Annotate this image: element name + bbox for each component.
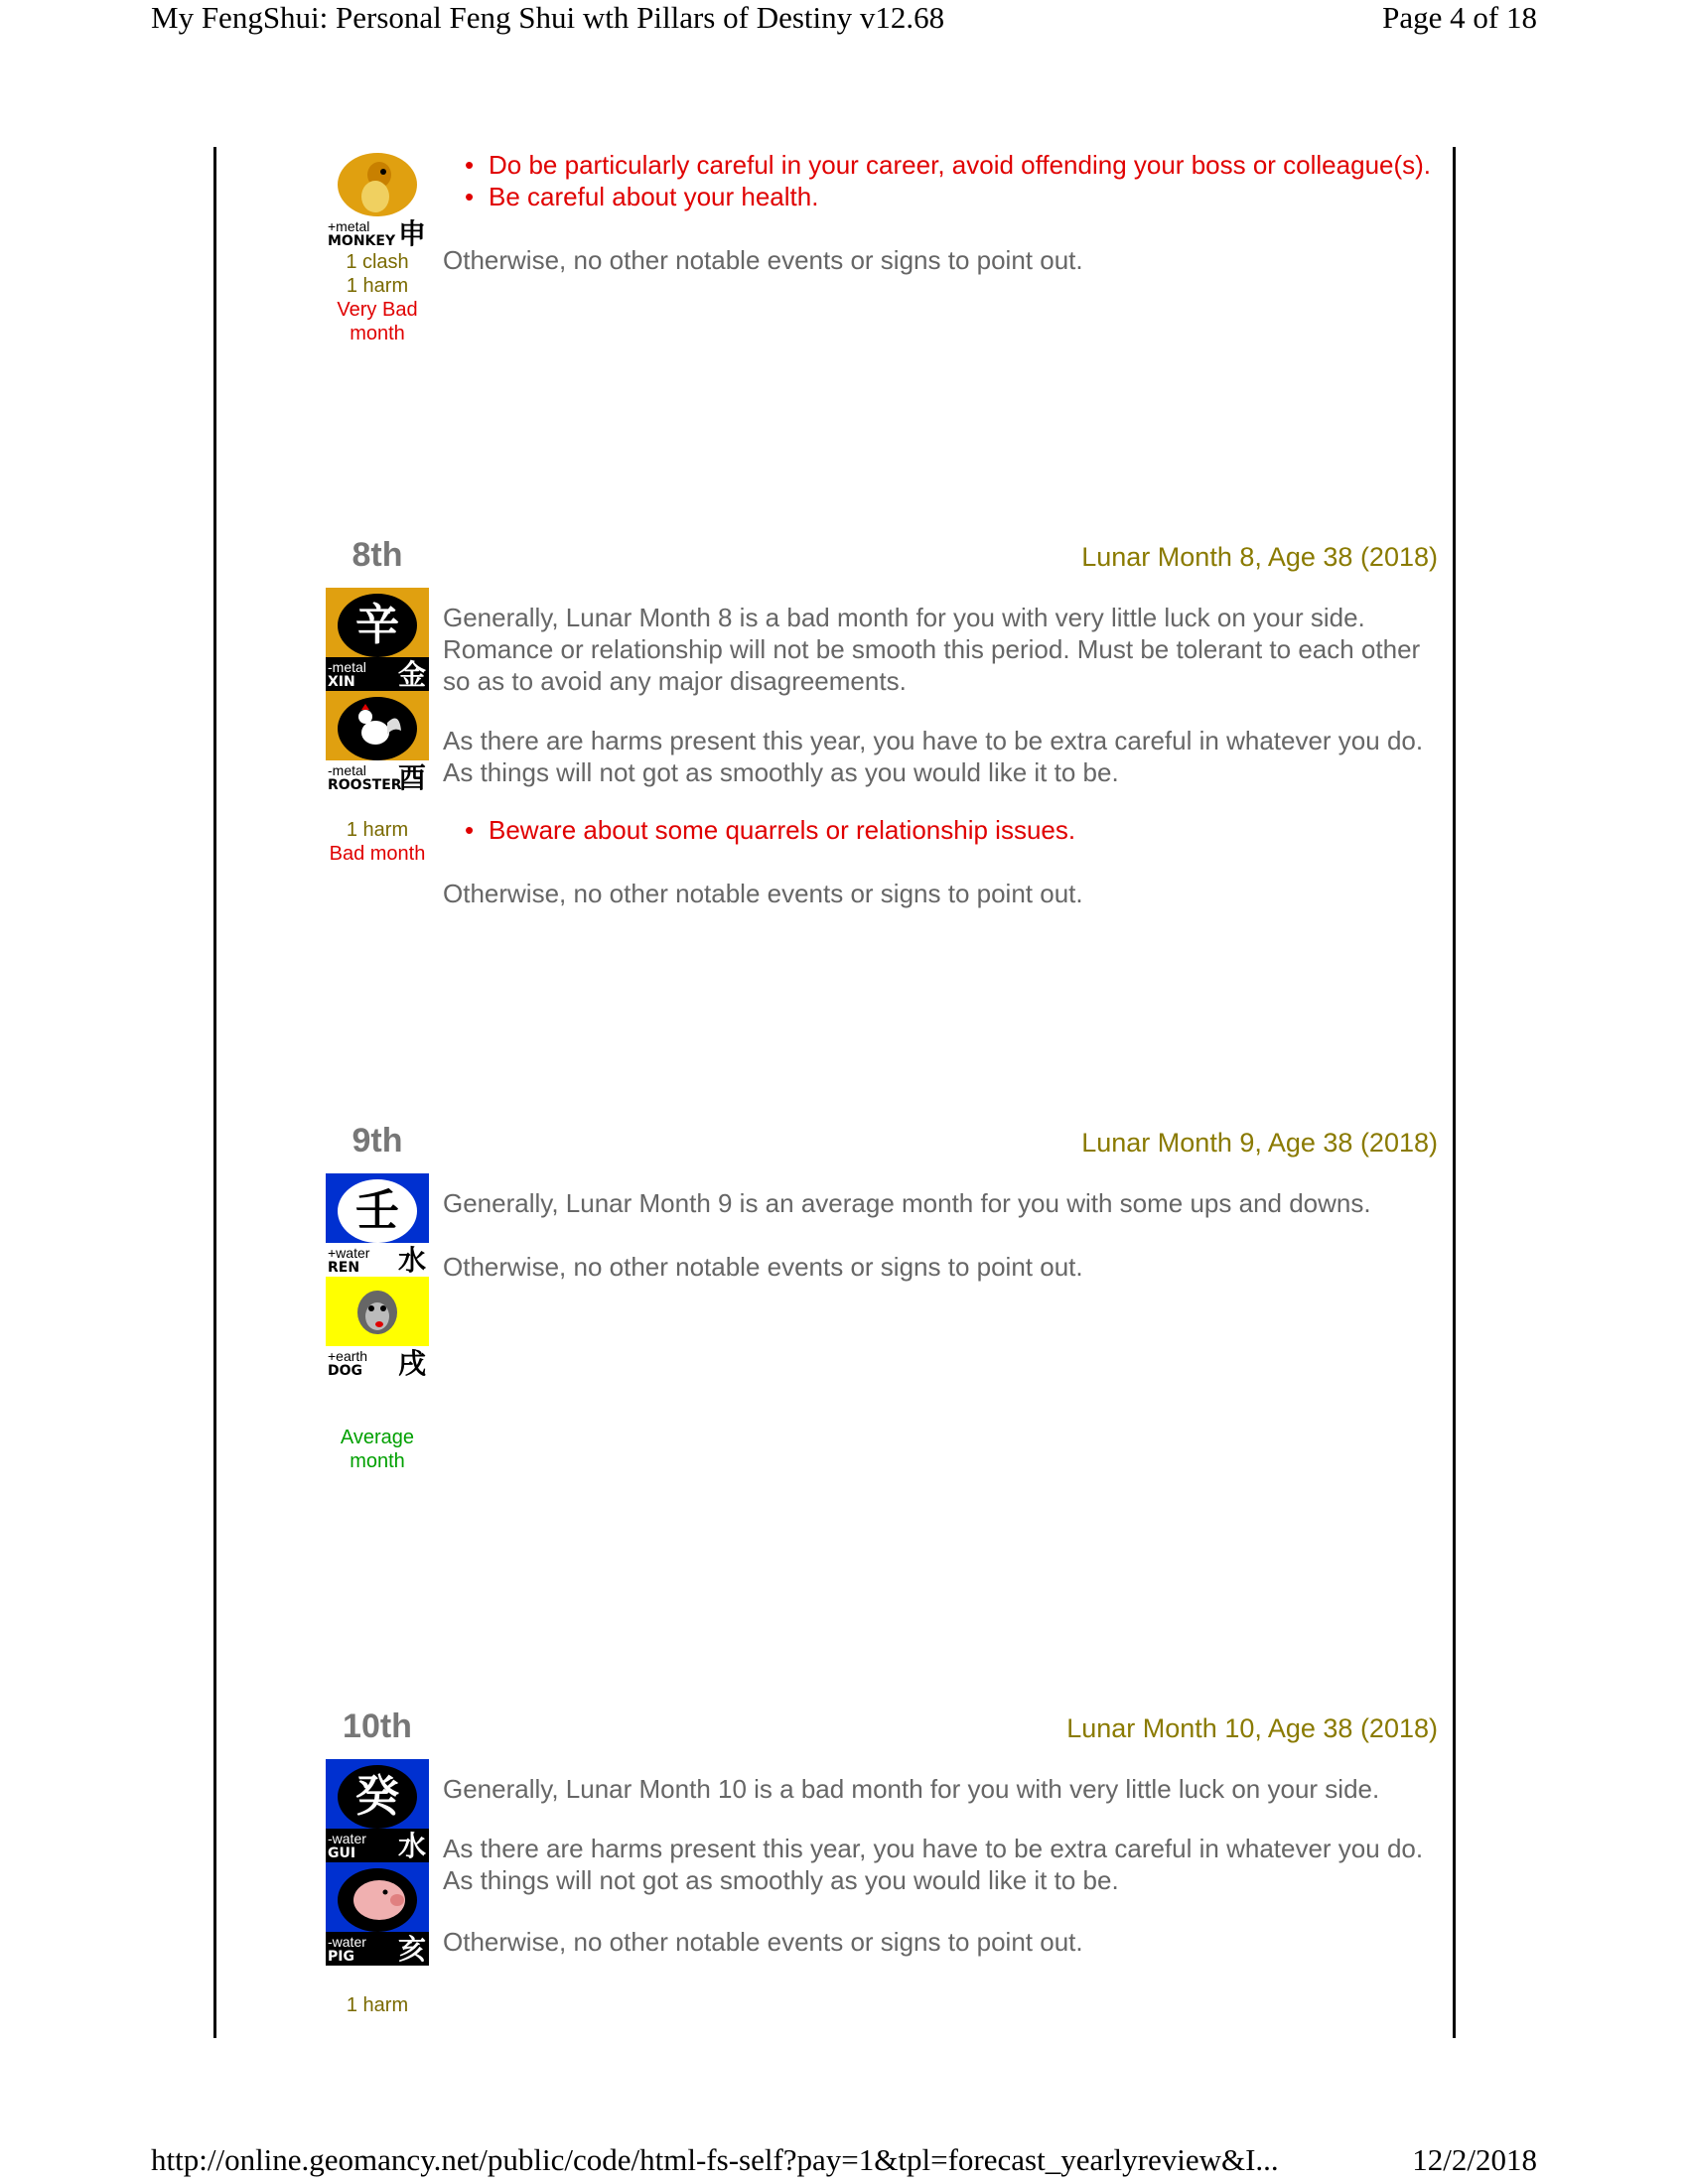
month-8-summary: Generally, Lunar Month 8 is a bad month for you with very little luck on your side. Romance or relationship will not be smooth this period. Must be tolerant to each other so as to avoid any major disagreements. (443, 603, 1421, 696)
gui-name: GUI (328, 1845, 356, 1861)
xin-chinese: 金 (397, 658, 426, 691)
month-9-closing: Otherwise, no other notable events or signs to point out. (443, 1252, 1083, 1282)
ren-stem-tile (326, 1173, 429, 1277)
month-8-lunar: Lunar Month 8, Age 38 (2018) (1081, 542, 1438, 572)
ren-chinese: 水 (397, 1244, 426, 1277)
pig-chinese: 亥 (397, 1933, 426, 1966)
xin-stem-tile (326, 588, 429, 691)
warning-item: • Do be particularly careful in your career, avoid offending your boss or colleague(s). (443, 149, 1436, 181)
page-header (151, 0, 1537, 40)
pig-icon (346, 1870, 411, 1928)
dog-chinese: 戌 (397, 1347, 426, 1380)
xin-glyph: 辛 (355, 600, 399, 650)
month-10-lunar: Lunar Month 10, Age 38 (2018) (1066, 1713, 1438, 1743)
rooster-name: ROOSTER (328, 777, 402, 793)
rooster-polarity: -metal (328, 762, 366, 778)
month-10-harm-note: As there are harms present this year, you have to be extra careful in whatever you do. As things will not got as smoothly as you would like it to be. (443, 1834, 1424, 1895)
month-8-warnings (443, 814, 1436, 846)
monkey-chinese: 申 (397, 217, 426, 250)
month-7-rating: Very Bad (337, 299, 418, 321)
rooster-icon (352, 701, 405, 754)
gui-stem-tile (326, 1759, 429, 1862)
month-10-heading (326, 1707, 1438, 1751)
month-8-harm-note: As there are harms present this year, you have to be extra careful in whatever you do. As things will not got as smoothly as you would like it to be. (443, 726, 1424, 787)
ren-glyph: 壬 (355, 1185, 399, 1236)
right-border-line (1453, 147, 1456, 2038)
month-9-summary: Generally, Lunar Month 9 is an average month for you with some ups and downs. (443, 1188, 1371, 1218)
gui-chinese: 水 (397, 1830, 426, 1862)
month-7-harm: 1 harm (346, 275, 409, 297)
monkey-polarity: +metal (328, 218, 370, 234)
rooster-tile (326, 691, 429, 794)
ren-polarity: +water (328, 1245, 370, 1261)
page-footer (151, 2140, 1537, 2184)
month-10-closing: Otherwise, no other notable events or signs to point out. (443, 1927, 1083, 1957)
dog-tile (326, 1277, 429, 1380)
month-9-rating-unit: month (350, 1450, 405, 1472)
month-9-rating: Average (340, 1427, 415, 1448)
month-10-harm: 1 harm (346, 1994, 409, 2016)
dog-polarity: +earth (328, 1348, 368, 1364)
pig-tile (326, 1862, 429, 1966)
month-7-icons (326, 147, 429, 250)
warning-item: • Beware about some quarrels or relationship issues. (443, 814, 1436, 846)
month-8-icons (326, 588, 429, 794)
month-8-harm: 1 harm (346, 819, 409, 841)
month-9-text (443, 1187, 1436, 1283)
month-7-warnings (443, 149, 1436, 212)
month-9-status (326, 1426, 429, 1473)
print-date: 12/2/2018 (1412, 2142, 1537, 2177)
dog-icon (350, 1281, 407, 1342)
xin-name: XIN (328, 674, 355, 690)
page-number: Page 4 of 18 (1382, 0, 1537, 35)
month-8-closing: Otherwise, no other notable events or signs to point out. (443, 879, 1083, 908)
month-9-heading (326, 1122, 1438, 1165)
month-8-text (443, 602, 1436, 909)
left-border-line (213, 147, 216, 2038)
month-9-lunar: Lunar Month 9, Age 38 (2018) (1081, 1128, 1438, 1158)
month-8-rating: Bad month (329, 843, 426, 865)
month-10-summary: Generally, Lunar Month 10 is a bad month for you with very little luck on your side. (443, 1774, 1380, 1804)
monkey-figure-icon (353, 155, 401, 214)
month-8-heading (326, 536, 1438, 580)
month-8-label: 8th (352, 536, 403, 574)
month-10-status (326, 1993, 429, 2017)
dog-name: DOG (328, 1363, 363, 1379)
month-7-status (326, 250, 429, 345)
month-7-rating-unit: month (350, 323, 405, 344)
month-7-closing: Otherwise, no other notable events or signs to point out. (443, 245, 1083, 275)
ren-name: REN (328, 1260, 360, 1276)
monkey-tile (326, 147, 429, 250)
month-10-text (443, 1773, 1436, 1958)
month-7-text (443, 149, 1436, 276)
month-10-label: 10th (343, 1707, 412, 1745)
month-9-icons (326, 1173, 429, 1380)
pig-name: PIG (328, 1949, 354, 1965)
document-title: My FengShui: Personal Feng Shui wth Pillars of Destiny v12.68 (151, 0, 945, 35)
rooster-chinese: 酉 (397, 761, 426, 794)
month-7-clash: 1 clash (346, 251, 409, 273)
month-10-icons (326, 1759, 429, 1966)
source-url: http://online.geomancy.net/public/code/html-fs-self?pay=1&tpl=forecast_yearlyreview&I... (151, 2142, 1279, 2177)
pig-polarity: -water (328, 1934, 366, 1950)
month-9-label: 9th (352, 1122, 403, 1160)
xin-polarity: -metal (328, 659, 366, 675)
warning-item: • Be careful about your health. (443, 181, 1436, 212)
monkey-name: MONKEY (328, 233, 396, 249)
gui-polarity: -water (328, 1831, 366, 1846)
gui-glyph: 癸 (355, 1771, 399, 1822)
month-8-status (326, 818, 429, 866)
